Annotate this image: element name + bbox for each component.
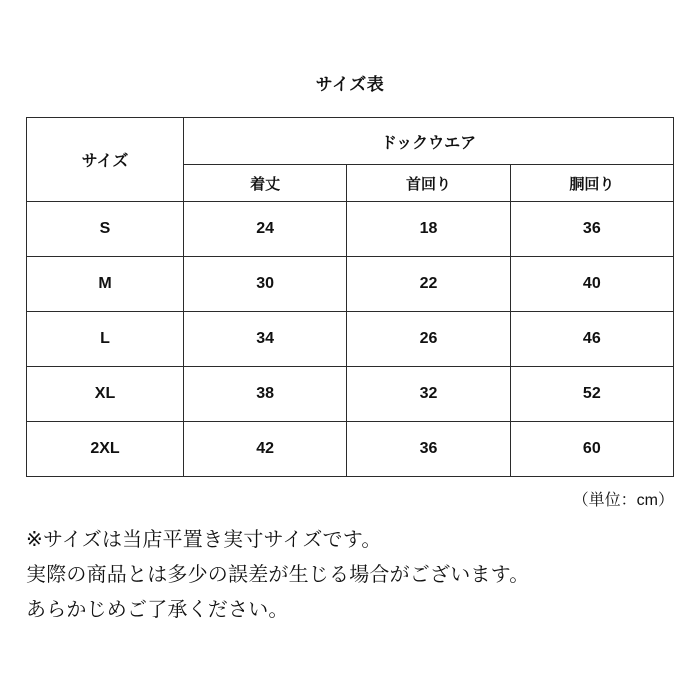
cell-neck: 32 (347, 367, 510, 422)
table-row (27, 367, 674, 422)
note-line-3: あらかじめご了承ください。 (26, 599, 289, 621)
cell-length: 42 (184, 422, 347, 477)
cell-chest: 60 (510, 422, 673, 477)
cell-size: XL (27, 367, 184, 422)
cell-neck: 18 (347, 202, 510, 257)
cell-size: M (27, 257, 184, 312)
cell-length: 24 (184, 202, 347, 257)
header-size: サイズ (27, 118, 184, 202)
cell-neck: 26 (347, 312, 510, 367)
size-table-container (26, 117, 674, 477)
unit-note: （単位：cm） (572, 492, 674, 509)
header-neck: 首回り (347, 165, 510, 202)
table-row (27, 422, 674, 477)
table-row (27, 312, 674, 367)
cell-length: 34 (184, 312, 347, 367)
cell-neck: 22 (347, 257, 510, 312)
size-table (26, 117, 674, 477)
table-row (27, 257, 674, 312)
cell-size: L (27, 312, 184, 367)
note-line-2: 実際の商品とは多少の誤差が生じる場合がございます。 (26, 564, 530, 586)
cell-chest: 36 (510, 202, 673, 257)
table-header-row (27, 118, 674, 165)
cell-size: S (27, 202, 184, 257)
table-body (27, 202, 674, 477)
header-group-dogwear: ドックウエア (184, 118, 674, 165)
cell-chest: 52 (510, 367, 673, 422)
cell-length: 30 (184, 257, 347, 312)
cell-size: 2XL (27, 422, 184, 477)
cell-chest: 46 (510, 312, 673, 367)
table-row (27, 202, 674, 257)
header-length: 着丈 (184, 165, 347, 202)
table-header (27, 118, 674, 202)
cell-neck: 36 (347, 422, 510, 477)
note-line-1: ※サイズは当店平置き実寸サイズです。 (26, 529, 382, 551)
page-title: サイズ表 (315, 75, 385, 94)
notes-block (26, 524, 674, 627)
header-chest: 胴回り (510, 165, 673, 202)
cell-chest: 40 (510, 257, 673, 312)
cell-length: 38 (184, 367, 347, 422)
